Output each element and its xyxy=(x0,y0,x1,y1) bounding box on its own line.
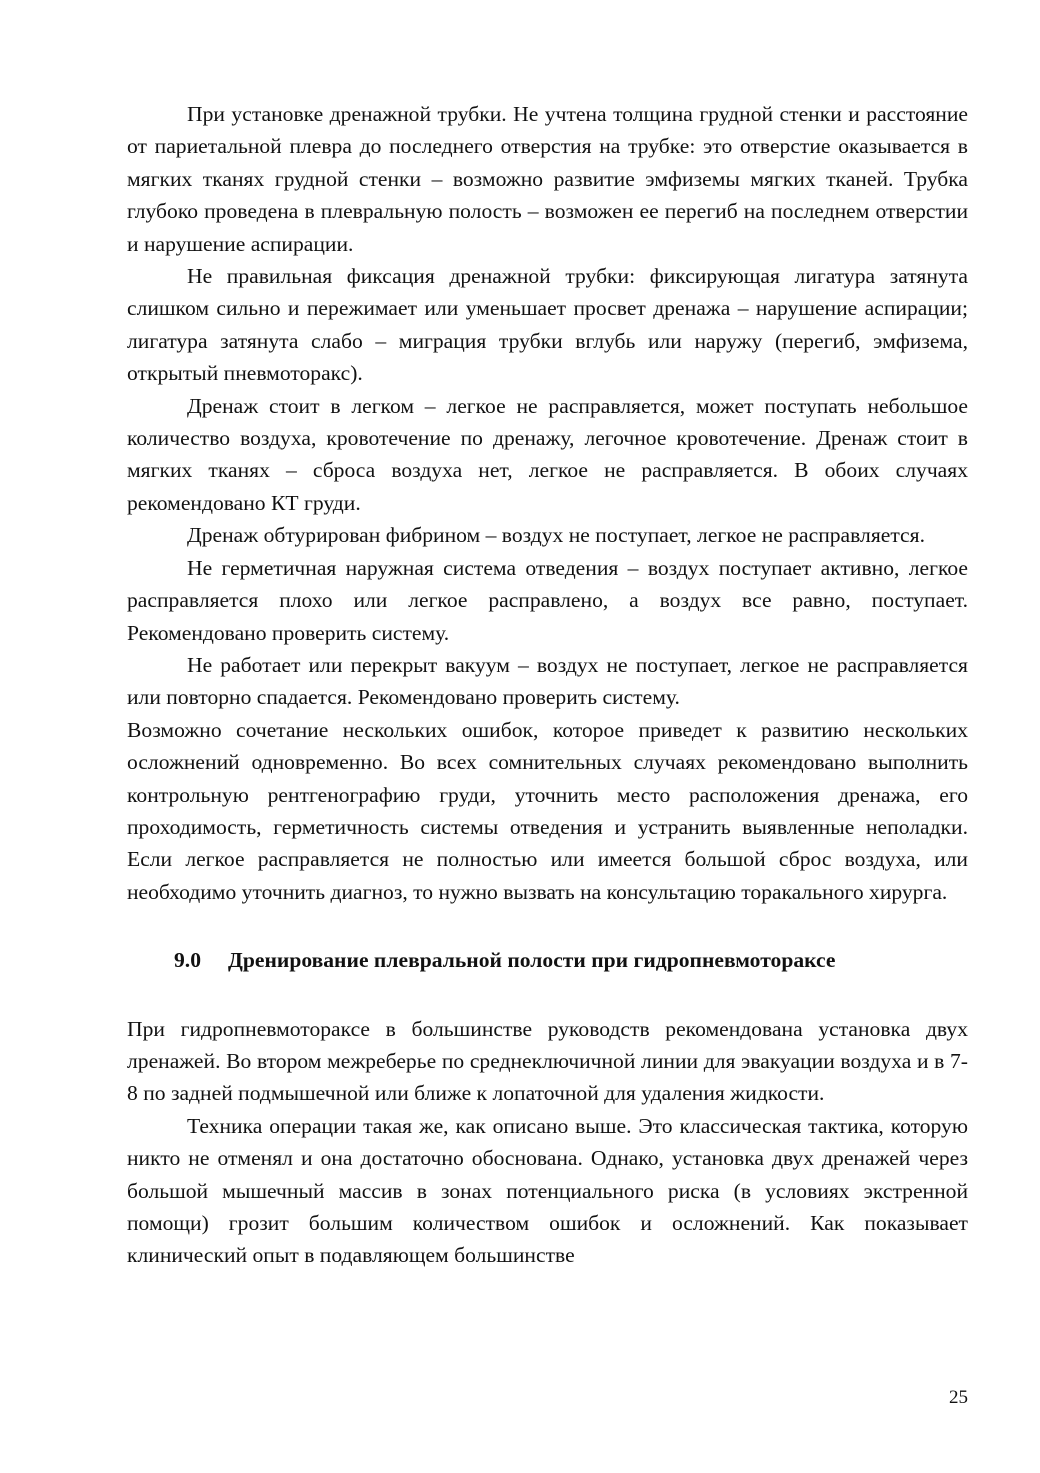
paragraph: При гидропневмотораксе в большинстве руководств рекомендована установка двух лренажей. Во втором межреберье по среднеключичной линии для эвакуации воздуха и в 7-8 по задней подмышечной или ближе к лопаточной для удаления жидкости. xyxy=(127,1016,968,1106)
paragraph: Возможно сочетание нескольких ошибок, которое приведет к развитию нескольких осложнений одновременно. Во всех сомнительных случаях рекомендовано выполнить контрольную рентгенографию груди, уточнить место расположения дренажа, его проходимость, герметичность системы отведения и устранить выявленные неполадки. Если легкое расправляется не полностью или имеется большой сброс воздуха, или необходимо уточнить диагноз, то нужно вызвать на консультацию торакального хирурга. xyxy=(127,717,968,904)
page-number: 25 xyxy=(949,1387,968,1408)
paragraph: Дренаж стоит в легком – легкое не расправляется, может поступать небольшое количество воздуха, кровотечение по дренажу, легочное кровотечение. Дренаж стоит в мягких тканях – сброса воздуха нет, легкое не расправляется. В обоих случаях рекомендовано КТ груди. xyxy=(127,393,968,515)
section-heading xyxy=(127,908,968,1012)
paragraph: Не правильная фиксация дренажной трубки: фиксирующая лигатура затянута слишком сильно и пережимает или уменьшает просвет дренажа – нарушение аспирации; лигатура затянута слабо – миграция трубки вглубь или наружу (перегиб, эмфизема, открытый пневмоторакс). xyxy=(127,264,968,386)
paragraph: Дренаж обтурирован фибрином – воздух не поступает, легкое не расправляется. xyxy=(187,523,925,548)
paragraph: Не герметичная наружная система отведения – воздух поступает активно, легкое расправляется плохо или легкое расправлено, а воздух все равно, поступает. Рекомендовано проверить систему. xyxy=(127,555,968,645)
body-text-bottom xyxy=(127,1013,968,1272)
body-text-top xyxy=(127,98,968,908)
document-page xyxy=(127,98,968,1272)
section-title: Дренирование плевральной полости при гидропневмотораксе xyxy=(228,948,836,973)
paragraph: Техника операции такая же, как описано выше. Это классическая тактика, которую никто не отменял и она достаточно обоснована. Однако, установка двух дренажей через большой мышечный массив в зонах потенциального риска (в условиях экстренной помощи) грозит большим количеством ошибок и осложнений. Как показывает клинический опыт в подавляющем большинстве xyxy=(127,1113,968,1268)
section-number: 9.0 xyxy=(174,948,201,973)
paragraph: Не работает или перекрыт вакуум – воздух не поступает, легкое не расправляется или повторно спадается. Рекомендовано проверить систему. xyxy=(127,652,968,710)
paragraph: При установке дренажной трубки. Не учтена толщина грудной стенки и расстояние от париетальной плевра до последнего отверстия на трубке: это отверстие оказывается в мягких тканях грудной стенки – возможно развитие эмфиземы мягких тканей. Трубка глубоко проведена в плевральную полость – возможен ее перегиб на последнем отверстии и нарушение аспирации. xyxy=(127,102,968,256)
